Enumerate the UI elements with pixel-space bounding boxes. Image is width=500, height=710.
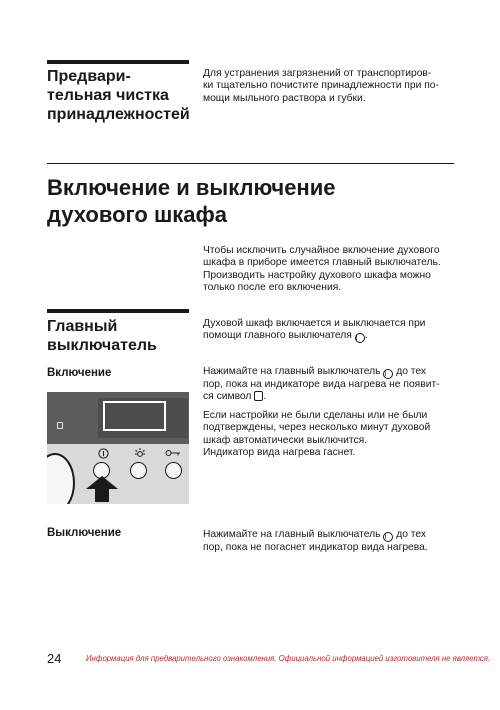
key-symbol-icon <box>164 449 182 459</box>
text-fragment: Нажимайте на главный выключатель <box>203 366 384 377</box>
heading-line: Предвари- <box>47 68 131 85</box>
heading-turn-on: Включение <box>47 367 112 379</box>
section-rule-main-switch <box>47 309 189 313</box>
power-symbol-icon: I <box>355 333 365 343</box>
text-turn-on <box>203 366 453 459</box>
text-precleaning <box>203 68 453 105</box>
light-button-icon <box>130 462 147 479</box>
power-symbol-icon <box>96 448 110 461</box>
text-line: Индикатор вида нагрева гаснет. <box>203 447 356 459</box>
text-line <box>203 391 453 403</box>
heading-turn-off: Выключение <box>47 527 122 539</box>
text-fragment: помощи главного выключателя <box>203 330 355 342</box>
text-line: шкафа в приборе имеется главный выключатель. <box>203 257 441 269</box>
power-symbol-icon: I <box>383 369 393 379</box>
text-line: мощи мыльного раствора и губки. <box>203 92 366 104</box>
text-turn-off <box>203 529 453 554</box>
page-number: 24 <box>47 651 62 666</box>
control-panel-illustration <box>47 392 189 504</box>
text-line <box>203 366 453 379</box>
text-line: подтверждены, через несколько минут духовой <box>203 422 431 434</box>
display-window <box>103 401 166 431</box>
title-line: Включение и выключение <box>47 175 336 200</box>
text-fragment: . <box>364 330 368 342</box>
text-line: пор, пока не погаснет индикатор вида нагрева. <box>203 542 428 553</box>
text-line: Чтобы исключить случайное включение духового <box>203 245 440 256</box>
text-main-switch <box>203 318 453 343</box>
heading-line: принадлежностей <box>47 106 190 123</box>
selector-knob-icon <box>47 453 75 504</box>
section-rule-precleaning <box>47 60 189 64</box>
text-line <box>203 529 453 542</box>
panel-display <box>98 398 188 438</box>
text-line: шкаф автоматически выключится. <box>203 434 368 446</box>
text-line: Производить настройку духового шкафа можно <box>203 269 431 281</box>
power-symbol-icon: I <box>383 532 393 542</box>
text-line: только после его включения. <box>203 282 342 294</box>
light-symbol-icon <box>133 447 147 461</box>
text-line: пор, пока на индикаторе вида нагрева не появит- <box>203 379 440 390</box>
press-arrow-icon <box>85 476 119 502</box>
intro-text <box>203 245 453 295</box>
heading-line: выключатель <box>47 337 157 354</box>
text-fragment: до тех <box>393 366 427 377</box>
main-title <box>47 174 454 228</box>
main-title-rule <box>47 163 454 164</box>
text-fragment: ся символ <box>203 391 255 403</box>
heating-indicator-symbol-icon <box>254 391 263 401</box>
text-fragment: . <box>263 391 267 403</box>
text-line: Если настройки не были сделаны или не были <box>203 409 428 421</box>
text-fragment: до тех <box>393 529 427 540</box>
heading-main-switch <box>47 317 197 355</box>
text-line: Для устранения загрязнений от транспортиров- <box>203 68 432 79</box>
text-fragment: Нажимайте на главный выключатель <box>203 529 384 540</box>
panel-indicator-lamp <box>57 422 63 429</box>
heading-line: Главный <box>47 318 118 335</box>
footer-note: Информация для предварительного ознакомления. Официальной информацией изготовителя не является. <box>86 654 491 663</box>
heading-line: тельная чистка <box>47 87 169 104</box>
key-lock-button-icon <box>165 462 182 479</box>
text-line: Духовой шкаф включается и выключается при <box>203 318 426 329</box>
text-line: ки тщательно почистите принадлежности при по- <box>203 80 439 92</box>
title-line: духового шкафа <box>47 202 228 227</box>
heading-precleaning <box>47 67 197 124</box>
text-line <box>203 330 453 343</box>
